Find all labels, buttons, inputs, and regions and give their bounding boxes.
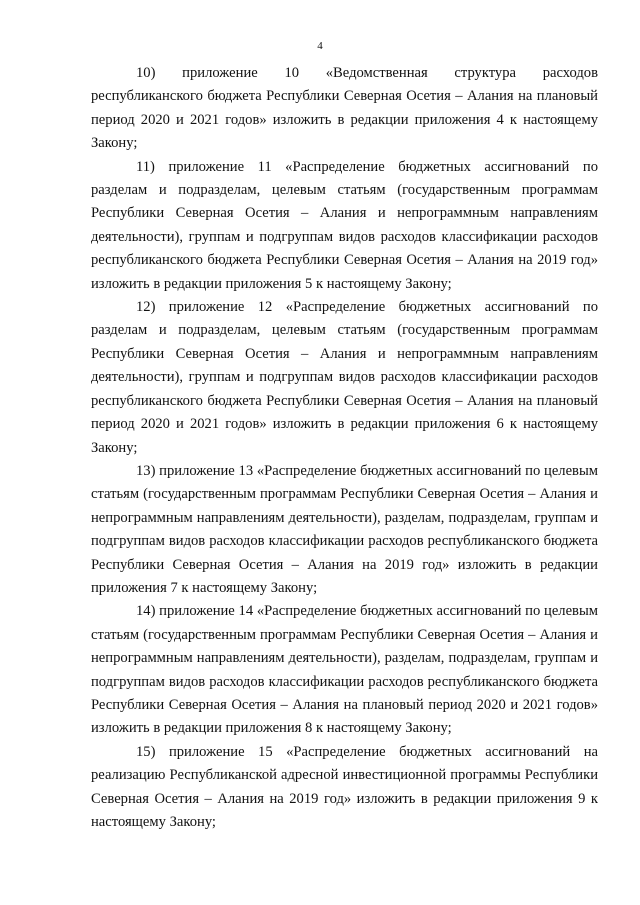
paragraph-item-14: 14) приложение 14 «Распределение бюджетных ассигнований по целевым статьям (государственным программам Республики Северная Осетия – Алания и непрограммным направлениям деятельности), разделам, подразделам, группам и подгруппам видов расходов классификации расходов республиканского бюджета Республики Северная Осетия – Алания на плановый период 2020 и 2021 годов» изложить в редакции приложения 8 к настоящему Закону;	[91, 603, 598, 737]
document-body	[91, 62, 598, 834]
paragraph-item-12: 12) приложение 12 «Распределение бюджетных ассигнований по разделам и подразделам, целевым статьям (государственным программам Республики Северная Осетия – Алания и непрограммным направлениям деятельности), группам и подгруппам видов расходов классификации расходов республиканского бюджета Республики Северная Осетия – Алания на плановый период 2020 и 2021 годов» изложить в редакции приложения 6 к настоящему Закону;	[91, 299, 598, 456]
paragraph-item-15: 15) приложение 15 «Распределение бюджетных ассигнований на реализацию Республиканской адресной инвестиционной программы Республики Северная Осетия – Алания на 2019 год» изложить в редакции приложения 9 к настоящему Закону;	[91, 743, 598, 830]
page-number: 4	[317, 40, 323, 52]
paragraph-item-13: 13) приложение 13 «Распределение бюджетных ассигнований по целевым статьям (государственным программам Республики Северная Осетия – Алания и непрограммным направлениям деятельности), разделам, подразделам, группам и подгруппам видов расходов классификации расходов республиканского бюджета Республики Северная Осетия – Алания на 2019 год» изложить в редакции приложения 7 к настоящему Закону;	[91, 462, 598, 596]
paragraph-item-10: 10) приложение 10 «Ведомственная структура расходов республиканского бюджета Республики Северная Осетия – Алания на плановый период 2020 и 2021 годов» изложить в редакции приложения 4 к настоящему Закону;	[91, 65, 598, 152]
paragraph-item-11: 11) приложение 11 «Распределение бюджетных ассигнований по разделам и подразделам, целевым статьям (государственным программам Республики Северная Осетия – Алания и непрограммным направлениям деятельности), группам и подгруппам видов расходов классификации расходов республиканского бюджета Республики Северная Осетия – Алания на 2019 год» изложить в редакции приложения 5 к настоящему Закону;	[91, 158, 598, 292]
